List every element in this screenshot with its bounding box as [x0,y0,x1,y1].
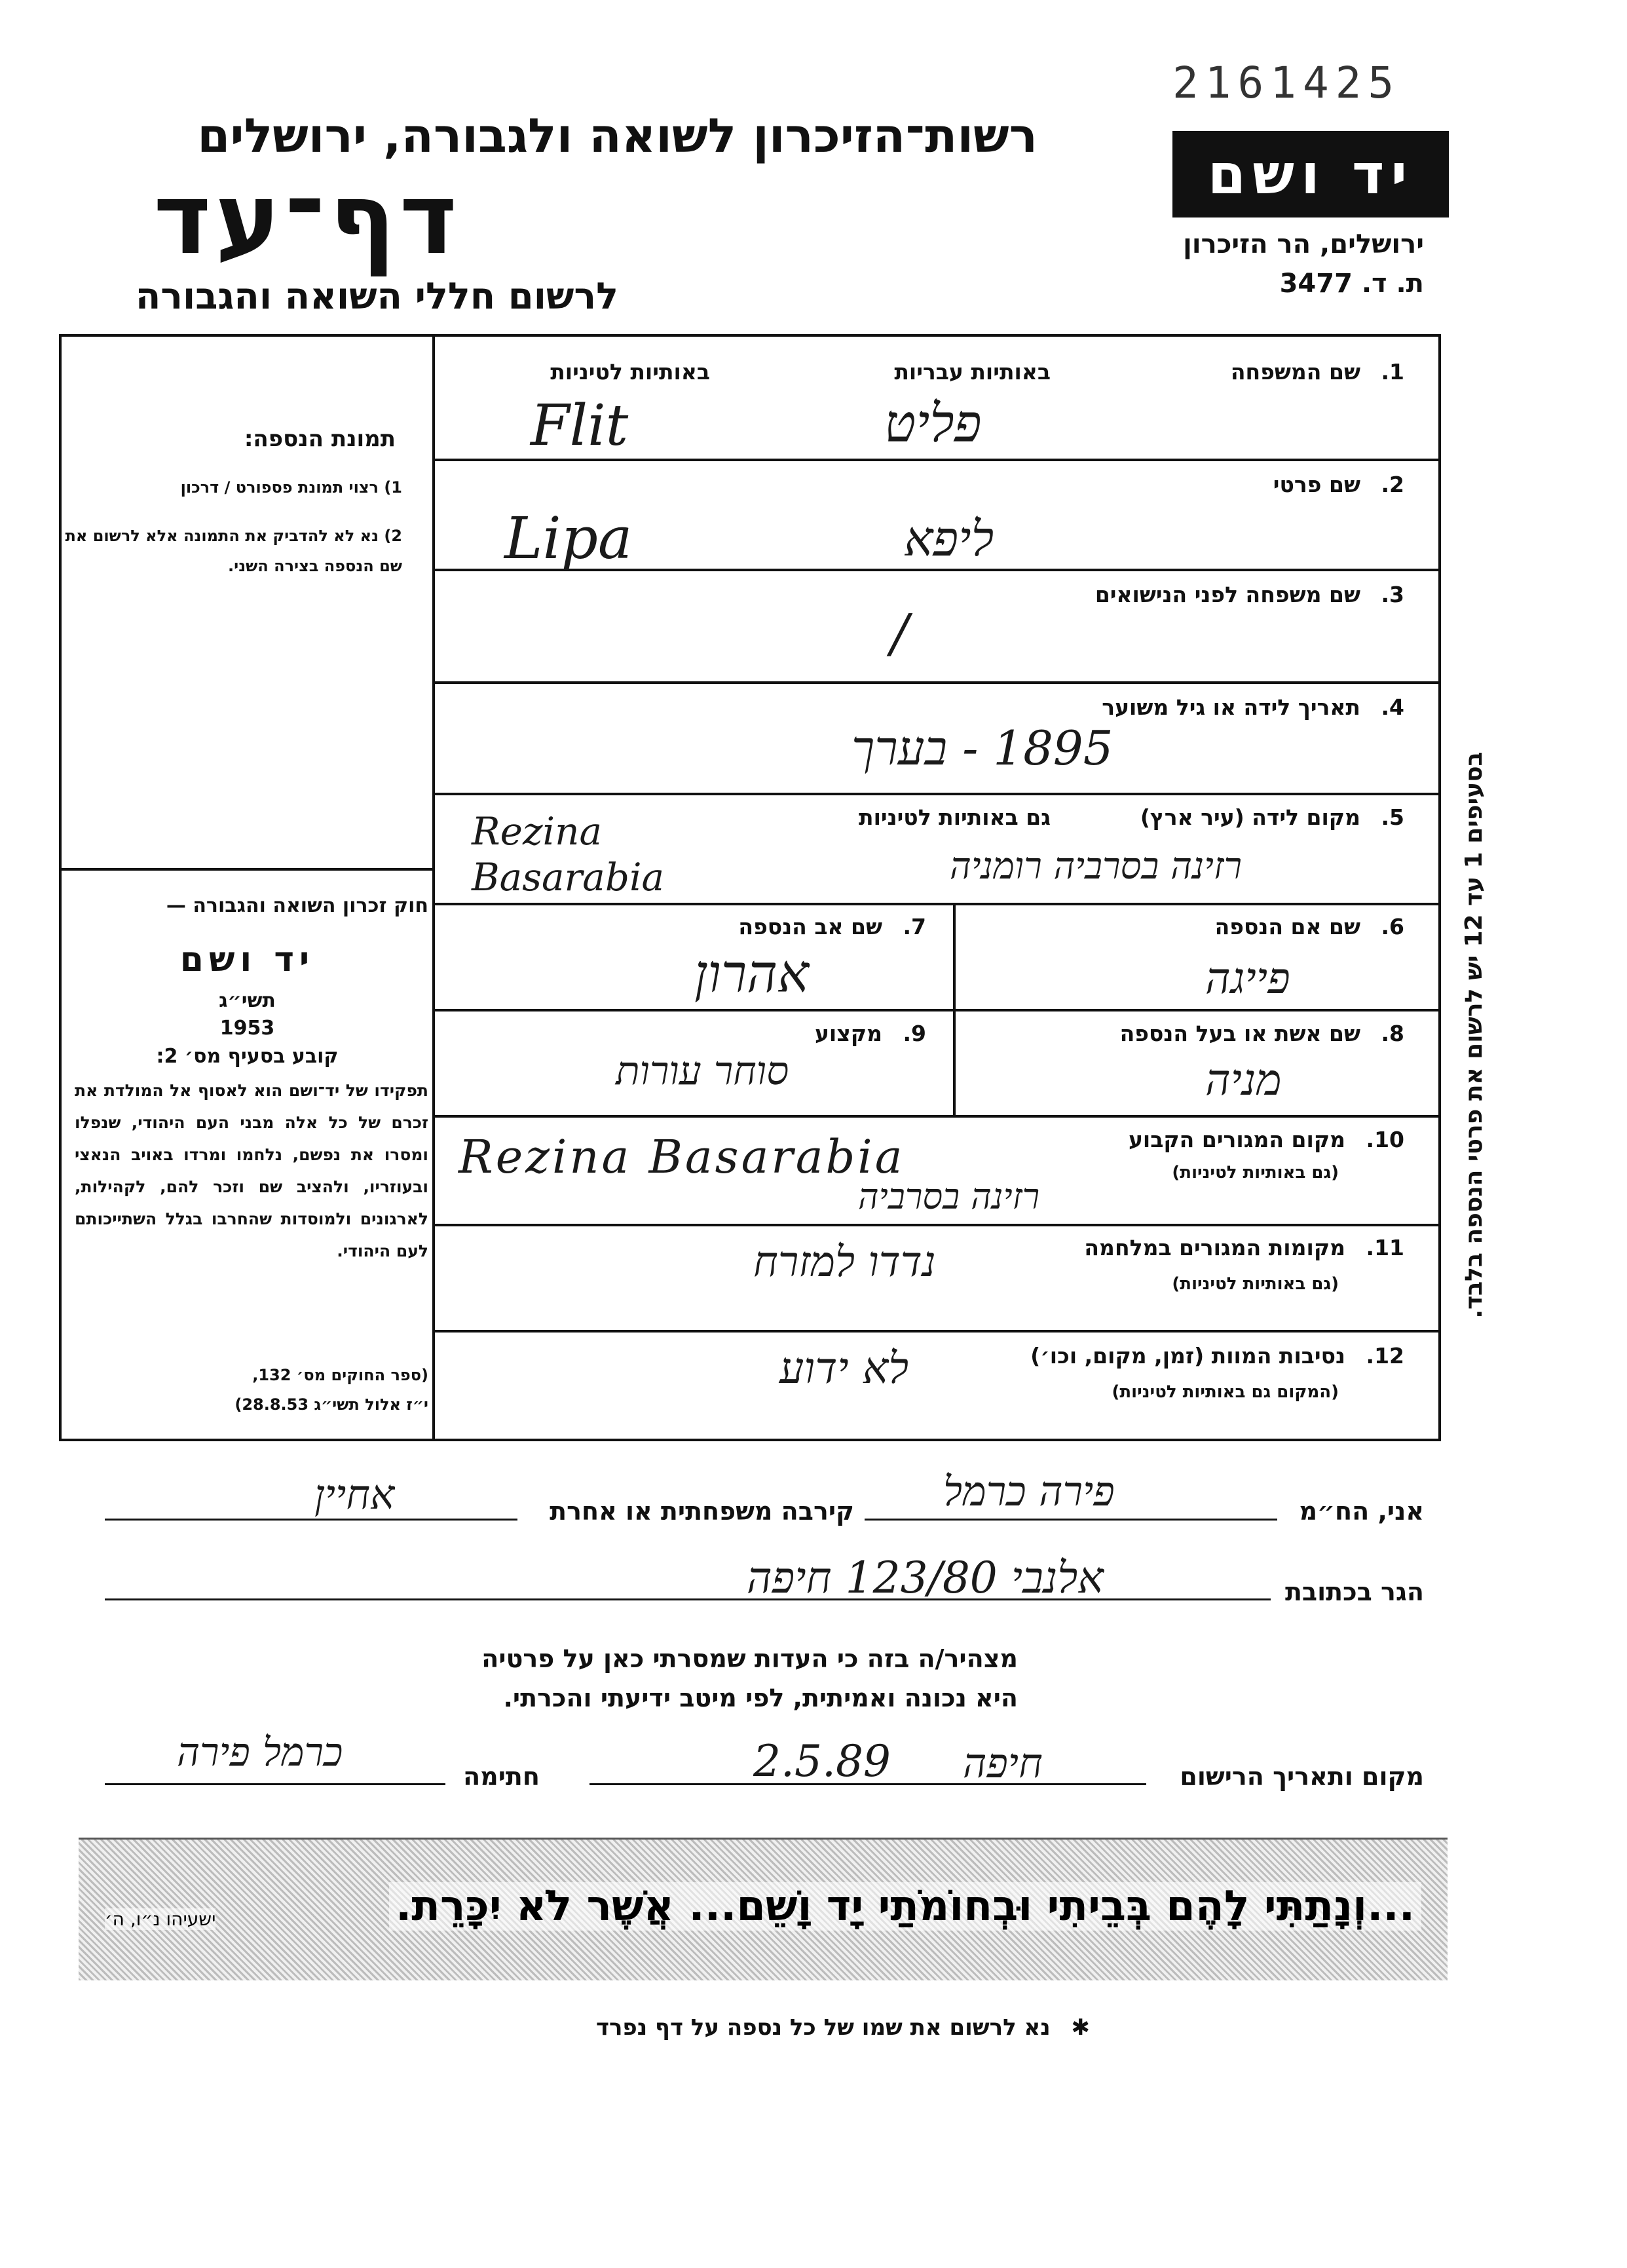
law-title: חוק זכרון השואה והגבורה — [166,894,428,917]
field-10-label [1129,1127,1404,1152]
field-5-latin-value-1[interactable]: Rezina [472,809,603,854]
photo-law-divider [59,868,434,871]
row-divider [432,903,1441,905]
statement-line-1: מצהיר/ה בזה כי העדות שמסרתי כאן על פרטיה [481,1644,1018,1673]
side-note: בסעיפים 1 עד 12 יש לרשום את פרטי הנספה בלבד. [1461,751,1487,1319]
left-column-divider [432,334,435,1441]
field-5-hebrew-value[interactable]: רזינה בסרביה רומניה [950,845,1243,888]
field-10-text: מקום המגורים הקבוע [1128,1127,1346,1152]
field-6-value[interactable]: פייגה [1205,953,1290,1004]
place-date-label: מקום ותאריך הרישום [1180,1762,1424,1791]
fields-bottom-line [59,1439,1441,1441]
field-8-label [1120,1021,1404,1046]
footer-note [596,2014,1090,2041]
logo-address: ירושלים, הר הזיכרון [1183,229,1424,259]
field-9-text: מקצוע [814,1021,882,1046]
field-6-number: 6. [1381,914,1404,939]
signature-value[interactable]: כרמל פירה [177,1729,343,1775]
document-number: 2161425 [1172,58,1401,108]
field-3-value[interactable]: / [891,603,908,664]
field-5-text: מקום לידה (עיר ארץ) [1140,804,1360,830]
signature-line [105,1783,445,1785]
law-text: תפקידו של יד־ושם הוא לאסוף אל המולדת את זכרם של כל אלה מבני העם היהודי, שנפלו ומסרו את נפשם, נלחמו ומרדו באויב הנאצי ובעוזריו, ולהציב שם וזכר להם, לקהילות, לארגונים ולמוסדות שהחרבו בגלל השתייכותם לעם היהודי. [75,1081,428,1260]
field-12-sublabel: (המקום גם באותיות לטיניות) [1112,1382,1339,1402]
field-1-label [1231,359,1404,385]
footer-note-text: נא לרשום את שמו של כל נספה על דף נפרד [595,2014,1051,2041]
row-divider [432,459,1441,461]
row-divider [432,1115,1441,1118]
field-11-text: מקומות המגורים במלחמה [1084,1235,1346,1260]
field-7-label [738,914,926,939]
field-5-label [1140,804,1404,830]
row-divider [432,793,1441,795]
row-mid-divider [953,903,956,1115]
relation-line [105,1519,517,1521]
field-12-value[interactable]: לא ידוע [779,1343,909,1393]
field-2-number: 2. [1381,472,1404,497]
yad-vashem-logo [1172,131,1449,217]
form-subtitle: לרשום חללי השואה והגבורה [135,275,618,318]
field-4-value[interactable]: 1895 - בערך [851,721,1113,776]
field-5-number: 5. [1381,804,1404,830]
photo-box-note-2: 2) נא לא להדביק את התמונה אלא לרשום את שם הנספה בצירה השני. [65,527,402,575]
relation-label: קירבה משפחתית או אחרת [550,1497,854,1526]
field-11-number: 11. [1366,1235,1404,1260]
field-2-label [1273,472,1404,497]
field-11-sublabel: (גם באותיות לטיניות) [1172,1274,1339,1294]
row-divider [432,681,1441,684]
field-8-number: 8. [1381,1021,1404,1046]
field-10-hebrew-value[interactable]: רזינה בסרביה [858,1176,1040,1217]
field-2-latin-value[interactable]: Lipa [504,504,633,572]
field-4-number: 4. [1381,694,1404,720]
field-3-number: 3. [1381,582,1404,607]
field-4-text: תאריך לידה או גיל משוער [1102,694,1360,720]
address-label: הגר בכתובת [1284,1578,1424,1606]
date-value[interactable]: 2.5.89 [753,1736,891,1786]
logo-text: יד ושם [1207,142,1414,206]
address-value[interactable]: אלנבי 123/80 חיפה [747,1553,1104,1603]
field-3-text: שם משפחה לפני הנישואים [1094,582,1360,607]
declarant-name-value[interactable]: פירה כרמל [943,1467,1115,1515]
declarant-label: אני, הח״מ [1299,1497,1424,1526]
field-1-text: שם המשפחה [1230,359,1360,385]
photo-box-title: תמונת הנספה: [244,426,396,452]
law-source-1: (ספר החוקים מס׳ 132, [252,1366,428,1384]
asterisk-icon: ✱ [1071,2014,1090,2041]
field-1-latin-header: באותיות לטיניות [550,359,710,385]
field-7-text: שם אב הנספה [738,914,882,939]
field-1-hebrew-value[interactable]: פליט [884,393,982,454]
field-3-label [1095,582,1404,607]
row-divider [432,1009,1441,1011]
field-8-text: שם אשת או בעל הנספה [1119,1021,1360,1046]
law-year-hebrew: תשי״ג [219,989,276,1012]
field-5-latin-value-2[interactable]: Basarabia [472,855,665,899]
field-11-label [1084,1235,1404,1260]
field-2-text: שם פרטי [1273,472,1360,497]
field-9-value[interactable]: סוחר עורות [616,1048,789,1094]
place-value[interactable]: חיפה [963,1739,1043,1787]
verse-banner [79,1838,1448,1980]
field-6-label [1215,914,1404,939]
photo-box-note-1: 1) רצוי תמונת פספורט / דרכון [180,478,402,497]
field-10-latin-value[interactable]: Rezina Basarabia [458,1130,905,1184]
organization-name: רשות־הזיכרון לשואה ולגבורה, ירושלים [197,108,1038,163]
field-1-number: 1. [1381,359,1404,385]
field-12-label [1030,1343,1404,1369]
form-title: דף־עד [153,162,461,276]
field-11-value[interactable]: נדדו למזרח [753,1238,936,1287]
law-year: 1953 [219,1017,275,1040]
field-9-label [815,1021,926,1046]
field-5-latin-header: גם באותיות לטיניות [859,804,1051,830]
field-6-text: שם אם הנספה [1214,914,1360,939]
row-divider [432,1224,1441,1226]
law-yad-vashem: יד ושם [179,940,315,979]
statement-line-2: היא נכונה ואמיתית, לפי מיטב ידיעתי והכרתי. [503,1684,1018,1712]
field-8-value[interactable]: מניה [1205,1055,1282,1105]
relation-value[interactable]: אחיין [314,1471,395,1519]
field-1-hebrew-header: באותיות עבריות [894,359,1051,385]
field-2-hebrew-value[interactable]: ליפא [904,511,994,567]
declarant-name-line [865,1519,1277,1521]
field-12-number: 12. [1366,1343,1404,1369]
field-7-value[interactable]: אהרון [694,943,810,1004]
field-4-label [1102,694,1404,720]
field-7-number: 7. [903,914,926,939]
logo-po-box: ת. ד. 3477 [1279,269,1424,299]
verse-banner-text: ...וְנָתַתִּי לָהֶם בְּבֵיתִי וּבְחוֹמֹתַי יָד וָשֵׁם... אֲשֶׁר לֹא יִכָּרֵת. [389,1882,1421,1931]
law-clause: קובע בסעיף מס׳ 2: [156,1045,339,1068]
field-10-sublabel: (גם באותיות לטיניות) [1172,1163,1339,1182]
law-source-2: י״ז אלול תשי״ג 28.8.53) [234,1395,428,1414]
field-12-text: נסיבות המוות (זמן, מקום, וכו׳) [1030,1343,1346,1369]
field-1-latin-value[interactable]: Flit [531,393,629,459]
row-divider [432,1330,1441,1332]
field-9-number: 9. [903,1021,926,1046]
verse-banner-source: ישעיהו נ״ו, ה׳ [105,1908,216,1930]
signature-label: חתימה [463,1762,540,1791]
field-10-number: 10. [1366,1127,1404,1152]
